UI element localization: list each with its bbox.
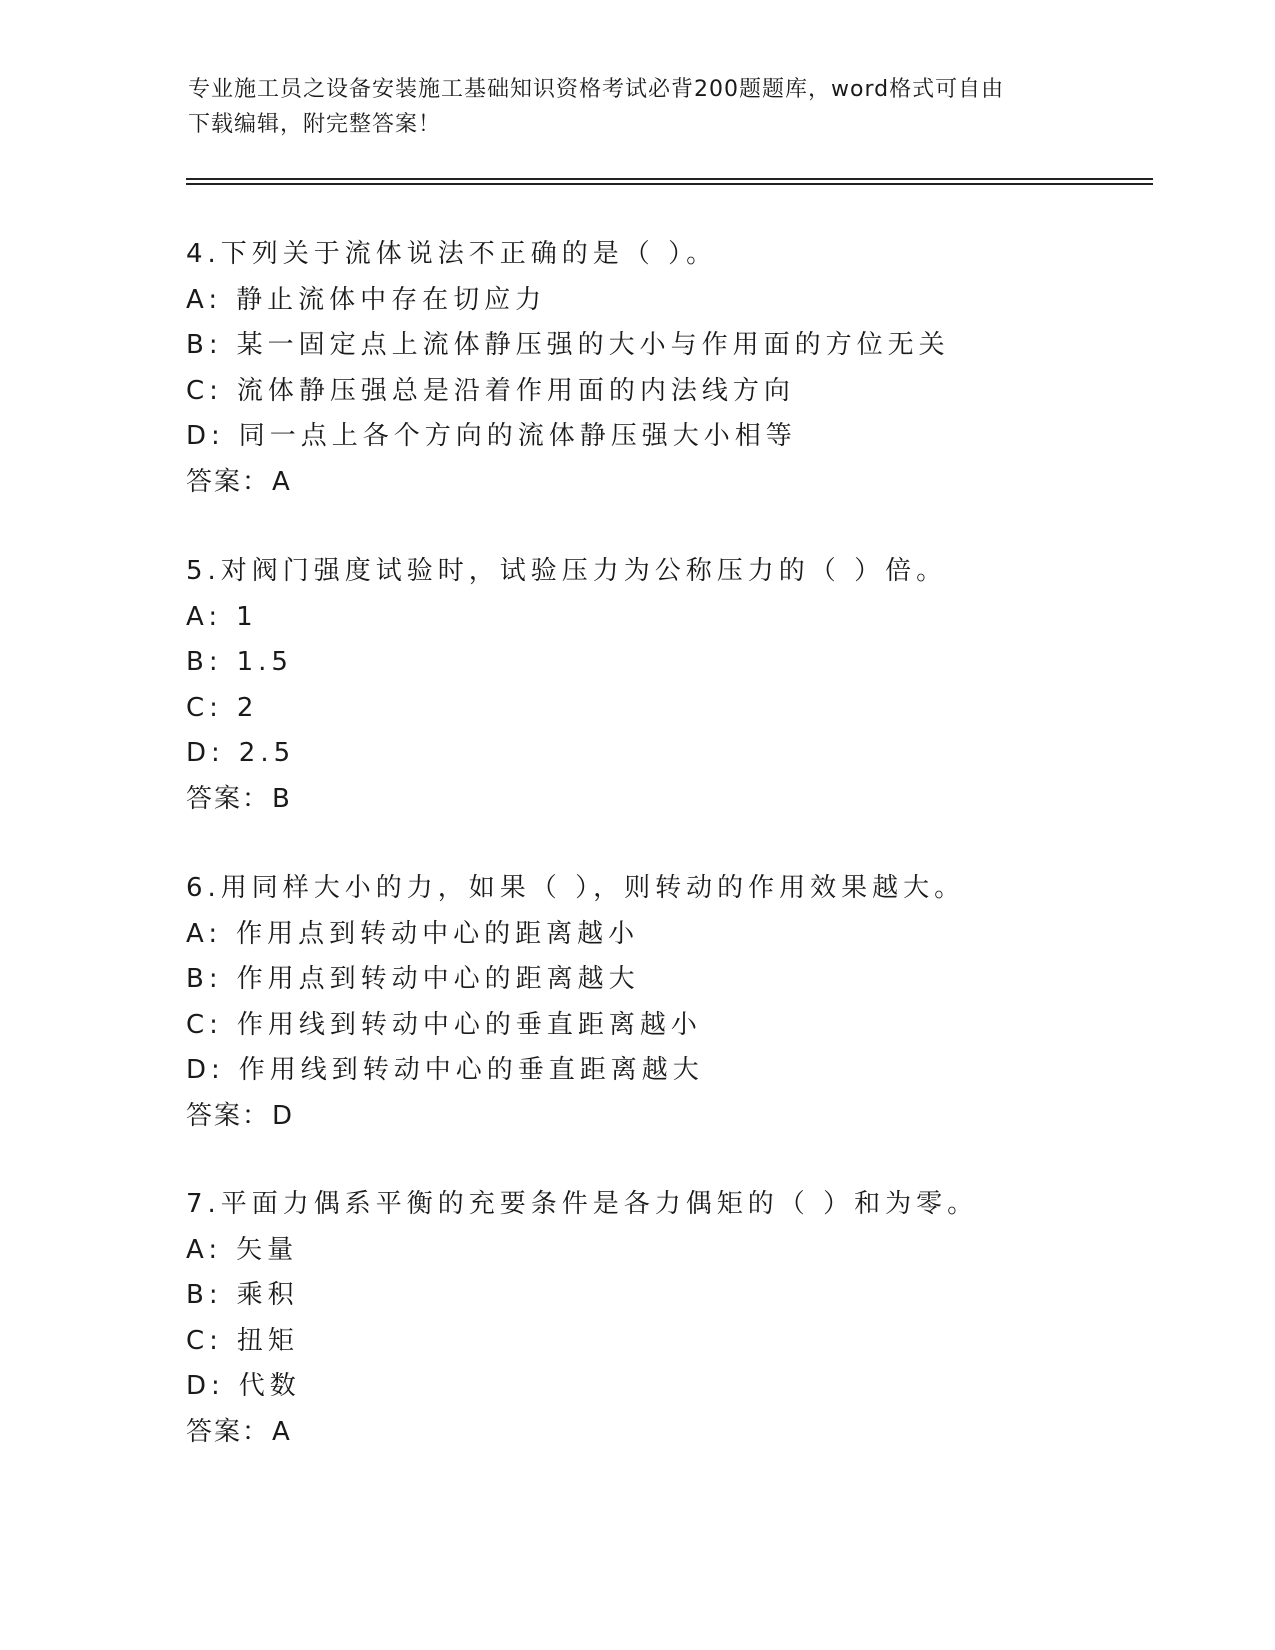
option-d	[186, 1048, 1146, 1094]
answer-line	[186, 777, 1146, 823]
option-b	[186, 323, 1146, 369]
answer-value: D	[272, 1100, 295, 1131]
option-b	[186, 1273, 1146, 1319]
answer-label: 答案：	[186, 466, 271, 497]
header-line-2: 下载编辑，附完整答案！	[188, 112, 442, 137]
option-letter: A:	[186, 1234, 223, 1265]
option-text: 作用点到转动中心的距离越大	[236, 964, 640, 994]
answer-value: A	[272, 466, 292, 497]
option-letter: C:	[186, 375, 223, 406]
option-d	[186, 1364, 1146, 1410]
option-letter: C:	[186, 692, 223, 723]
answer-value: A	[272, 1416, 292, 1447]
answer-line	[186, 460, 1146, 506]
option-a	[186, 278, 1146, 324]
option-letter: A:	[186, 601, 223, 632]
option-letter: B:	[186, 1280, 223, 1310]
option-text: 静止流体中存在切应力	[236, 284, 547, 315]
option-letter: C:	[186, 1009, 223, 1040]
option-text: 作用线到转动中心的垂直距离越小	[236, 1009, 702, 1040]
option-c	[186, 1003, 1146, 1049]
option-c	[186, 369, 1146, 415]
option-b	[186, 640, 1146, 686]
option-c	[186, 686, 1146, 732]
option-text: 代数	[238, 1371, 301, 1401]
header-divider-bottom	[186, 183, 1153, 185]
option-c	[186, 1319, 1146, 1365]
option-text: 1.5	[236, 647, 293, 677]
option-text: 1	[236, 601, 258, 632]
answer-label: 答案：	[186, 1416, 271, 1447]
option-letter: B:	[186, 330, 223, 360]
option-a	[186, 1228, 1146, 1274]
question-4	[186, 232, 1146, 505]
option-text: 流体静压强总是沿着作用面的内法线方向	[236, 375, 795, 406]
option-text: 扭矩	[236, 1325, 299, 1356]
option-text: 作用线到转动中心的垂直距离越大	[238, 1055, 704, 1085]
option-text: 矢量	[236, 1234, 299, 1265]
option-letter: D:	[186, 1371, 225, 1401]
option-text: 2.5	[238, 738, 296, 768]
header-divider-top	[186, 178, 1153, 180]
option-a	[186, 912, 1146, 958]
option-letter: D:	[186, 738, 225, 768]
option-letter: A:	[186, 918, 223, 949]
question-5	[186, 549, 1146, 822]
option-d	[186, 414, 1146, 460]
option-text: 某一固定点上流体静压强的大小与作用面的方位无关	[236, 330, 950, 360]
question-6	[186, 866, 1146, 1139]
document-header	[188, 72, 1088, 142]
option-text: 乘积	[236, 1280, 299, 1310]
question-stem: 6.用同样大小的力，如果（ ），则转动的作用效果越大。	[186, 873, 966, 903]
answer-value: B	[272, 783, 292, 814]
option-letter: C:	[186, 1325, 223, 1356]
option-letter: B:	[186, 647, 223, 677]
option-text: 同一点上各个方向的流体静压强大小相等	[238, 421, 797, 451]
option-letter: D:	[186, 421, 225, 451]
option-d	[186, 731, 1146, 777]
answer-label: 答案：	[186, 1100, 271, 1131]
option-letter: A:	[186, 284, 223, 315]
option-a	[186, 595, 1146, 641]
question-stem: 4.下列关于流体说法不正确的是（ ）。	[186, 239, 718, 269]
answer-label: 答案：	[186, 783, 271, 814]
answer-line	[186, 1410, 1146, 1456]
option-text: 2	[236, 692, 259, 723]
option-b	[186, 957, 1146, 1003]
question-stem: 5.对阀门强度试验时，试验压力为公称压力的（ ）倍。	[186, 556, 948, 586]
header-line-1: 专业施工员之设备安装施工基础知识资格考试必背200题题库，word格式可自由	[188, 77, 1005, 102]
option-text: 作用点到转动中心的距离越小	[236, 918, 640, 949]
question-7	[186, 1182, 1146, 1455]
answer-line	[186, 1094, 1146, 1140]
option-letter: D:	[186, 1055, 225, 1085]
question-stem: 7.平面力偶系平衡的充要条件是各力偶矩的（ ）和为零。	[186, 1189, 979, 1219]
option-letter: B:	[186, 964, 223, 994]
